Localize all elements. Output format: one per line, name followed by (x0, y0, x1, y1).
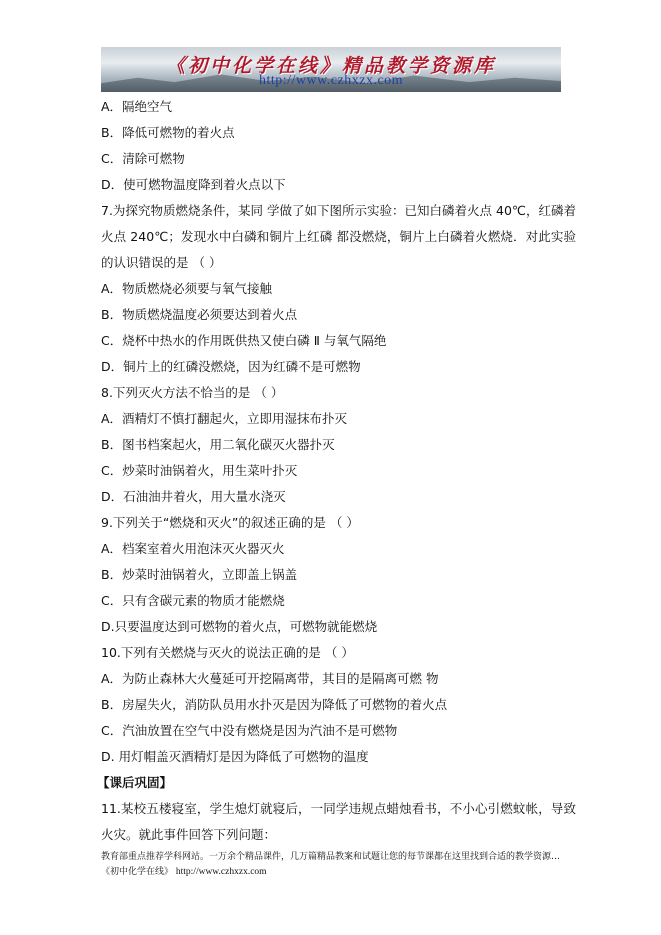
header-banner (101, 47, 561, 92)
question-10-option: C．汽油放置在空气中没有燃烧是因为汽油不是可燃物 (101, 723, 398, 738)
question-7-option: C．烧杯中热水的作用既供热又使白磷 Ⅱ 与氧气隔绝 (101, 333, 387, 348)
question-10-stem: 10.下列有关燃烧与灭火的说法正确的是 （ ） (101, 645, 354, 660)
question-7-option: D．铜片上的红磷没燃烧，因为红磷不是可燃物 (101, 359, 361, 374)
question-9-option: A．档案室着火用泡沫灭火器灭火 (101, 541, 285, 556)
question-9-option: B．炒菜时油锅着火，立即盖上锅盖 (101, 567, 298, 582)
footer-text: 教育部重点推荐学科网站。一万余个精品课件，几万篇精品教案和试题让您的每节课都在这里找到合适的教学资源…《初中化学在线》 (101, 852, 561, 877)
question-10-option: A．为防止森林大火蔓延可开挖隔离带，其目的是隔离可燃 物 (101, 671, 439, 686)
question-10-option: D. 用灯帽盖灭酒精灯是因为降低了可燃物的温度 (101, 749, 369, 764)
banner-url[interactable]: http://www.czhxzx.com (258, 73, 404, 88)
question-7-option: A．物质燃烧必须要与氧气接触 (101, 281, 273, 296)
question-9-option: D.只要温度达到可燃物的着火点，可燃物就能燃烧 (101, 619, 378, 634)
option-line: A．隔绝空气 (101, 99, 173, 114)
option-line: C．清除可燃物 (101, 151, 185, 166)
section-heading: 【课后巩固】 (97, 775, 173, 790)
question-10-option: B．房屋失火，消防队员用水扑灭是因为降低了可燃物的着火点 (101, 697, 448, 712)
question-7-stem: 7.为探究物质燃烧条件，某同 学做了如下图所示实验：已知白磷着火点 40℃，红磷着火点 240℃；发现水中白磷和铜片上红磷 都没燃烧，铜片上白磷着火燃烧．对此实验的认识错误的是 （ ） (101, 203, 576, 270)
option-line: D．使可燃物温度降到着火点以下 (101, 177, 286, 192)
document-body (97, 94, 576, 848)
question-8-stem: 8.下列灭火方法不恰当的是 （ ） (101, 385, 284, 400)
question-11-stem: 11.某校五楼寝室，学生熄灯就寝后，一同学违规点蜡烛看书，不小心引燃蚊帐，导致火灾。就此事件回答下列问题： (101, 801, 576, 842)
question-8-option: A．酒精灯不慎打翻起火，立即用湿抹布扑灭 (101, 411, 348, 426)
question-9-option: C．只有含碳元素的物质才能燃烧 (101, 593, 285, 608)
banner-title: 《初中化学在线》精品教学资源库 (165, 55, 496, 77)
footer-url[interactable]: http://www.czhxzx.com (175, 867, 267, 877)
question-9-stem: 9.下列关于“燃烧和灭火”的叙述正确的是 （ ） (101, 515, 359, 530)
question-8-option: B．图书档案起火，用二氧化碳灭火器扑灭 (101, 437, 335, 452)
question-8-option: D．石油油井着火，用大量水浇灭 (101, 489, 286, 504)
question-7-option: B．物质燃烧温度必须要达到着火点 (101, 307, 298, 322)
page-footer (101, 850, 571, 880)
option-line: B．降低可燃物的着火点 (101, 125, 235, 140)
question-8-option: C．炒菜时油锅着火，用生菜叶扑灭 (101, 463, 298, 478)
